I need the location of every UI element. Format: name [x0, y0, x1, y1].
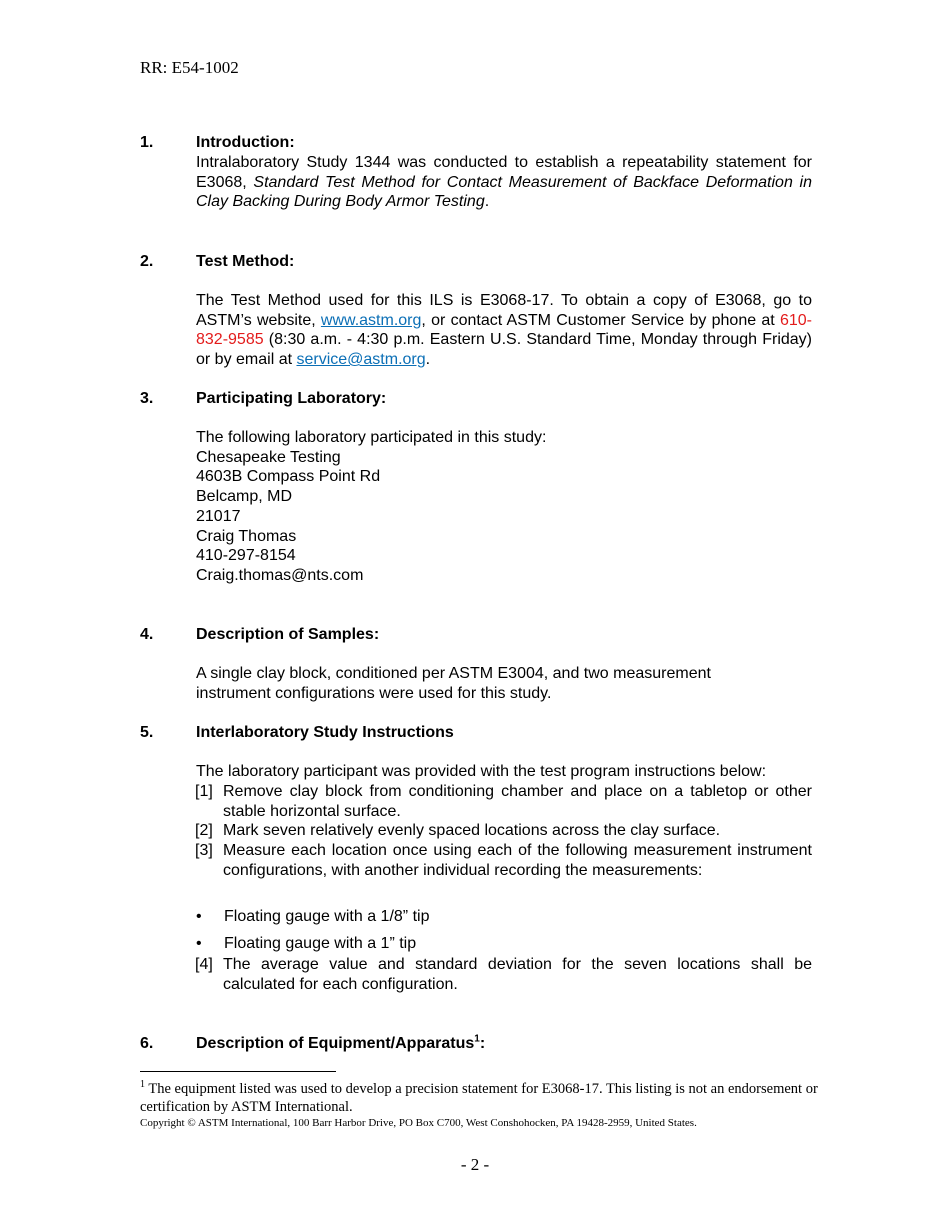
equipment-title-text: Description of Equipment/Apparatus: [196, 1035, 475, 1052]
footnote-mark: 1: [140, 1079, 145, 1091]
section-title: Introduction:: [196, 134, 295, 151]
equipment-title-colon: :: [479, 1035, 486, 1052]
bullet-text: Floating gauge with a 1” tip: [224, 935, 417, 952]
laboratory-info: [196, 428, 812, 586]
bullet-icon: •: [196, 935, 202, 952]
test-method-text-2: , or contact ASTM Customer Service by phone at: [421, 311, 780, 329]
bullet-icon: •: [196, 908, 202, 925]
instruction-label: [2]: [195, 822, 213, 839]
lab-zip: 21017: [196, 507, 241, 525]
section-number: 6.: [140, 1035, 154, 1052]
footnote-reference: 1: [474, 1033, 480, 1045]
section-title: Description of Samples:: [196, 626, 380, 643]
section-number: 5.: [140, 724, 154, 741]
instruction-item: [195, 955, 812, 994]
lab-name: Chesapeake Testing: [196, 448, 341, 466]
samples-line-1: A single clay block, conditioned per ASTM E3004, and two measurement: [196, 665, 711, 682]
section-number: 1.: [140, 134, 154, 151]
section-body: [196, 664, 812, 703]
test-method-text: The Test Method used for this ILS is E3068-17. To obtain a copy of E3068, go to ASTM’s website,: [196, 292, 812, 329]
contact-name: Craig Thomas: [196, 527, 297, 545]
standard-title: Standard Test Method for Contact Measurement of Backface Deformation in Clay Backing During Body Armor Testing: [196, 173, 812, 211]
footnote-text: The equipment listed was used to develop a precision statement for E3068-17. This listing is not an endorsement or certification by ASTM International.: [140, 1081, 818, 1115]
phone-number: 610-832-9585: [196, 311, 812, 349]
lab-city-state: Belcamp, MD: [196, 488, 293, 506]
bullet-text: Floating gauge with a 1/8” tip: [224, 908, 430, 925]
section-body: [196, 153, 812, 212]
section-number: 2.: [140, 253, 154, 270]
instruction-item: [195, 841, 812, 880]
section-title: Test Method:: [196, 253, 295, 270]
section-number: 4.: [140, 626, 154, 643]
test-method-text-end: .: [425, 351, 431, 369]
instruction-label: [4]: [195, 956, 213, 973]
instruction-text: The average value and standard deviation for the seven locations shall be calculated for each configuration.: [223, 956, 812, 993]
intro-text-end: .: [484, 193, 490, 211]
bullet-item: [196, 907, 430, 927]
bullet-item: [196, 934, 417, 954]
instruction-text: Remove clay block from conditioning chamber and place on a tabletop or other stable horizontal surface.: [223, 783, 812, 820]
intro-text: Intralaboratory Study 1344 was conducted to establish a repeatability statement for E3068,: [196, 154, 812, 191]
section-title: [196, 1034, 485, 1054]
section-title: Interlaboratory Study Instructions: [196, 724, 454, 741]
instruction-text: Mark seven relatively evenly spaced locations across the clay surface.: [223, 822, 721, 839]
samples-line-2: instrument configurations were used for this study.: [196, 684, 552, 702]
contact-email: Craig.thomas@nts.com: [196, 566, 364, 584]
document-header: RR: E54-1002: [140, 58, 239, 77]
service-email-link[interactable]: service@astm.org: [296, 351, 426, 369]
copyright-notice: Copyright © ASTM International, 100 Barr Harbor Drive, PO Box C700, West Conshohocken, PA 19428-2959, United States.: [140, 1117, 697, 1129]
test-method-text-3: (8:30 a.m. - 4:30 p.m. Eastern U.S. Standard Time, Monday through Friday) or by email at: [196, 331, 812, 369]
instruction-label: [1]: [195, 783, 213, 800]
contact-phone: 410-297-8154: [196, 547, 296, 565]
section-title: Participating Laboratory:: [196, 390, 387, 407]
instruction-label: [3]: [195, 842, 213, 859]
section-body: [196, 291, 812, 370]
instruction-text: Measure each location once using each of the following measurement instrument configurations, with another individual recording the measurements:: [223, 842, 812, 879]
instructions-intro: The laboratory participant was provided with the test program instructions below:: [196, 763, 767, 780]
instruction-item: [195, 821, 812, 841]
astm-website-link[interactable]: www.astm.org: [320, 311, 422, 329]
lab-street: 4603B Compass Point Rd: [196, 468, 381, 486]
section-number: 3.: [140, 390, 154, 407]
footnote: [140, 1080, 820, 1116]
footnote-divider: [140, 1071, 336, 1072]
instruction-item: [195, 782, 812, 821]
laboratory-intro: The following laboratory participated in this study:: [196, 429, 547, 446]
page-number: - 2 -: [460, 1155, 490, 1174]
